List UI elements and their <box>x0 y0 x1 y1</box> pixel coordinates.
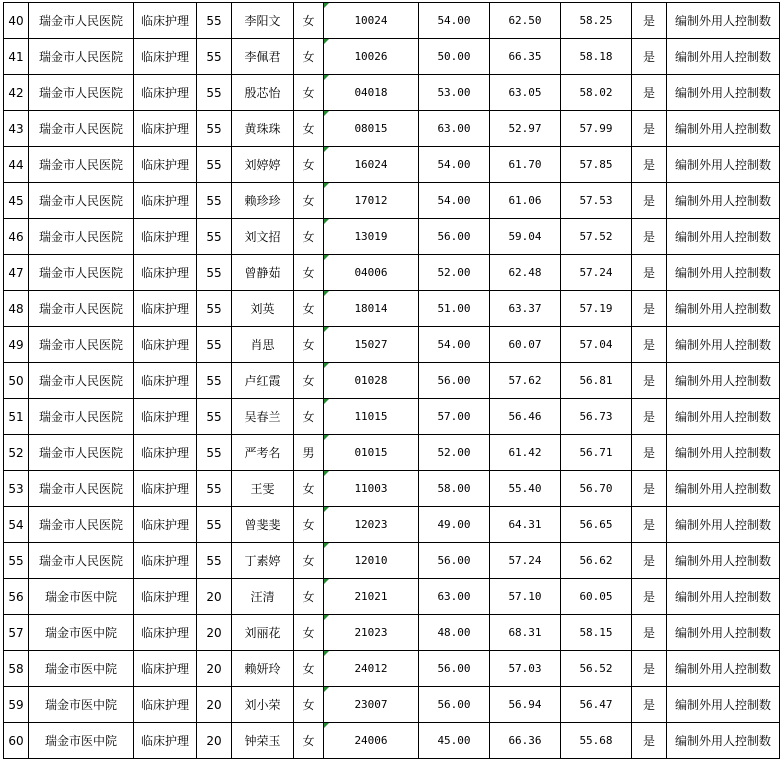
table-row <box>4 723 780 759</box>
written-score-cell: 54.00 <box>419 327 490 363</box>
staffing-type-cell: 编制外用人控制数 <box>667 435 780 471</box>
staffing-type-cell: 编制外用人控制数 <box>667 687 780 723</box>
staffing-type-cell: 编制外用人控制数 <box>667 327 780 363</box>
table-row <box>4 399 780 435</box>
exam-id-cell: 11015 <box>324 399 419 435</box>
position-cell: 临床护理 <box>134 723 197 759</box>
written-score-cell: 57.00 <box>419 399 490 435</box>
position-cell: 临床护理 <box>134 543 197 579</box>
candidate-name-cell: 黄珠珠 <box>232 111 294 147</box>
position-cell: 临床护理 <box>134 471 197 507</box>
row-number-cell: 44 <box>4 147 29 183</box>
gender-cell: 女 <box>294 39 324 75</box>
written-score-cell: 52.00 <box>419 435 490 471</box>
gender-cell: 女 <box>294 75 324 111</box>
written-score-cell: 56.00 <box>419 543 490 579</box>
row-number-cell: 48 <box>4 291 29 327</box>
position-cell: 临床护理 <box>134 363 197 399</box>
table-body <box>4 3 780 759</box>
exam-id-cell: 10024 <box>324 3 419 39</box>
written-score-cell: 49.00 <box>419 507 490 543</box>
qualified-cell: 是 <box>632 363 667 399</box>
total-score-cell: 57.19 <box>561 291 632 327</box>
table-row <box>4 147 780 183</box>
total-score-cell: 56.52 <box>561 651 632 687</box>
qualified-cell: 是 <box>632 75 667 111</box>
candidate-name-cell: 刘英 <box>232 291 294 327</box>
exam-id-cell: 04006 <box>324 255 419 291</box>
staffing-type-cell: 编制外用人控制数 <box>667 543 780 579</box>
table-row <box>4 327 780 363</box>
interview-score-cell: 63.37 <box>490 291 561 327</box>
row-number-cell: 51 <box>4 399 29 435</box>
interview-score-cell: 57.62 <box>490 363 561 399</box>
qualified-cell: 是 <box>632 327 667 363</box>
hospital-cell: 瑞金市人民医院 <box>29 111 134 147</box>
position-code-cell: 55 <box>197 507 232 543</box>
total-score-cell: 57.53 <box>561 183 632 219</box>
position-code-cell: 55 <box>197 39 232 75</box>
qualified-cell: 是 <box>632 507 667 543</box>
hospital-cell: 瑞金市人民医院 <box>29 471 134 507</box>
interview-score-cell: 56.94 <box>490 687 561 723</box>
exam-id-cell: 23007 <box>324 687 419 723</box>
row-number-cell: 53 <box>4 471 29 507</box>
qualified-cell: 是 <box>632 291 667 327</box>
position-cell: 临床护理 <box>134 183 197 219</box>
total-score-cell: 57.24 <box>561 255 632 291</box>
staffing-type-cell: 编制外用人控制数 <box>667 579 780 615</box>
staffing-type-cell: 编制外用人控制数 <box>667 363 780 399</box>
gender-cell: 女 <box>294 327 324 363</box>
interview-score-cell: 63.05 <box>490 75 561 111</box>
position-cell: 临床护理 <box>134 111 197 147</box>
hospital-cell: 瑞金市医中院 <box>29 651 134 687</box>
position-cell: 临床护理 <box>134 255 197 291</box>
staffing-type-cell: 编制外用人控制数 <box>667 651 780 687</box>
table-row <box>4 651 780 687</box>
hospital-cell: 瑞金市人民医院 <box>29 39 134 75</box>
table-row <box>4 507 780 543</box>
gender-cell: 女 <box>294 399 324 435</box>
total-score-cell: 56.81 <box>561 363 632 399</box>
row-number-cell: 50 <box>4 363 29 399</box>
row-number-cell: 57 <box>4 615 29 651</box>
total-score-cell: 57.04 <box>561 327 632 363</box>
total-score-cell: 57.99 <box>561 111 632 147</box>
position-cell: 临床护理 <box>134 615 197 651</box>
position-cell: 临床护理 <box>134 39 197 75</box>
written-score-cell: 56.00 <box>419 363 490 399</box>
written-score-cell: 56.00 <box>419 687 490 723</box>
gender-cell: 女 <box>294 579 324 615</box>
hospital-cell: 瑞金市人民医院 <box>29 219 134 255</box>
position-code-cell: 20 <box>197 579 232 615</box>
total-score-cell: 56.65 <box>561 507 632 543</box>
exam-id-cell: 24006 <box>324 723 419 759</box>
exam-id-cell: 15027 <box>324 327 419 363</box>
total-score-cell: 58.18 <box>561 39 632 75</box>
position-code-cell: 55 <box>197 219 232 255</box>
gender-cell: 女 <box>294 723 324 759</box>
written-score-cell: 56.00 <box>419 651 490 687</box>
qualified-cell: 是 <box>632 543 667 579</box>
table-row <box>4 75 780 111</box>
written-score-cell: 45.00 <box>419 723 490 759</box>
staffing-type-cell: 编制外用人控制数 <box>667 111 780 147</box>
written-score-cell: 56.00 <box>419 219 490 255</box>
gender-cell: 女 <box>294 255 324 291</box>
position-code-cell: 55 <box>197 75 232 111</box>
candidate-name-cell: 曾静茹 <box>232 255 294 291</box>
table-row <box>4 363 780 399</box>
qualified-cell: 是 <box>632 471 667 507</box>
candidate-name-cell: 丁素婷 <box>232 543 294 579</box>
qualified-cell: 是 <box>632 219 667 255</box>
exam-id-cell: 16024 <box>324 147 419 183</box>
exam-id-cell: 24012 <box>324 651 419 687</box>
interview-score-cell: 61.70 <box>490 147 561 183</box>
gender-cell: 女 <box>294 291 324 327</box>
staffing-type-cell: 编制外用人控制数 <box>667 255 780 291</box>
table-row <box>4 291 780 327</box>
hospital-cell: 瑞金市人民医院 <box>29 363 134 399</box>
candidate-name-cell: 李阳文 <box>232 3 294 39</box>
qualified-cell: 是 <box>632 399 667 435</box>
exam-id-cell: 11003 <box>324 471 419 507</box>
staffing-type-cell: 编制外用人控制数 <box>667 39 780 75</box>
interview-score-cell: 61.06 <box>490 183 561 219</box>
row-number-cell: 43 <box>4 111 29 147</box>
gender-cell: 女 <box>294 147 324 183</box>
interview-score-cell: 57.24 <box>490 543 561 579</box>
gender-cell: 女 <box>294 615 324 651</box>
table-row <box>4 183 780 219</box>
hospital-cell: 瑞金市人民医院 <box>29 327 134 363</box>
total-score-cell: 58.02 <box>561 75 632 111</box>
exam-id-cell: 10026 <box>324 39 419 75</box>
written-score-cell: 50.00 <box>419 39 490 75</box>
candidate-name-cell: 刘文招 <box>232 219 294 255</box>
row-number-cell: 42 <box>4 75 29 111</box>
candidate-name-cell: 卢红霞 <box>232 363 294 399</box>
position-cell: 临床护理 <box>134 147 197 183</box>
row-number-cell: 40 <box>4 3 29 39</box>
qualified-cell: 是 <box>632 111 667 147</box>
qualified-cell: 是 <box>632 723 667 759</box>
total-score-cell: 57.85 <box>561 147 632 183</box>
candidate-name-cell: 殷芯怡 <box>232 75 294 111</box>
table-row <box>4 39 780 75</box>
written-score-cell: 54.00 <box>419 147 490 183</box>
row-number-cell: 55 <box>4 543 29 579</box>
hospital-cell: 瑞金市人民医院 <box>29 255 134 291</box>
staffing-type-cell: 编制外用人控制数 <box>667 75 780 111</box>
hospital-cell: 瑞金市人民医院 <box>29 183 134 219</box>
position-code-cell: 55 <box>197 111 232 147</box>
exam-id-cell: 12010 <box>324 543 419 579</box>
gender-cell: 女 <box>294 543 324 579</box>
gender-cell: 男 <box>294 435 324 471</box>
total-score-cell: 60.05 <box>561 579 632 615</box>
staffing-type-cell: 编制外用人控制数 <box>667 723 780 759</box>
table-row <box>4 255 780 291</box>
position-code-cell: 55 <box>197 543 232 579</box>
total-score-cell: 56.73 <box>561 399 632 435</box>
row-number-cell: 54 <box>4 507 29 543</box>
written-score-cell: 58.00 <box>419 471 490 507</box>
position-code-cell: 55 <box>197 435 232 471</box>
position-cell: 临床护理 <box>134 651 197 687</box>
candidate-name-cell: 钟荣玉 <box>232 723 294 759</box>
staffing-type-cell: 编制外用人控制数 <box>667 183 780 219</box>
staffing-type-cell: 编制外用人控制数 <box>667 219 780 255</box>
hospital-cell: 瑞金市人民医院 <box>29 3 134 39</box>
candidate-name-cell: 刘小荣 <box>232 687 294 723</box>
position-cell: 临床护理 <box>134 399 197 435</box>
interview-score-cell: 56.46 <box>490 399 561 435</box>
qualified-cell: 是 <box>632 579 667 615</box>
gender-cell: 女 <box>294 3 324 39</box>
qualified-cell: 是 <box>632 183 667 219</box>
gender-cell: 女 <box>294 651 324 687</box>
candidate-name-cell: 刘丽花 <box>232 615 294 651</box>
position-cell: 临床护理 <box>134 435 197 471</box>
position-code-cell: 20 <box>197 615 232 651</box>
row-number-cell: 49 <box>4 327 29 363</box>
staffing-type-cell: 编制外用人控制数 <box>667 507 780 543</box>
qualified-cell: 是 <box>632 435 667 471</box>
results-table <box>3 2 780 759</box>
total-score-cell: 56.71 <box>561 435 632 471</box>
hospital-cell: 瑞金市人民医院 <box>29 147 134 183</box>
row-number-cell: 58 <box>4 651 29 687</box>
table-row <box>4 3 780 39</box>
qualified-cell: 是 <box>632 147 667 183</box>
written-score-cell: 52.00 <box>419 255 490 291</box>
interview-score-cell: 52.97 <box>490 111 561 147</box>
position-code-cell: 55 <box>197 327 232 363</box>
position-cell: 临床护理 <box>134 219 197 255</box>
table-row <box>4 615 780 651</box>
position-code-cell: 55 <box>197 183 232 219</box>
written-score-cell: 54.00 <box>419 3 490 39</box>
total-score-cell: 56.70 <box>561 471 632 507</box>
interview-score-cell: 60.07 <box>490 327 561 363</box>
hospital-cell: 瑞金市人民医院 <box>29 543 134 579</box>
gender-cell: 女 <box>294 111 324 147</box>
candidate-name-cell: 李佩君 <box>232 39 294 75</box>
exam-id-cell: 21023 <box>324 615 419 651</box>
table-row <box>4 435 780 471</box>
position-code-cell: 55 <box>197 3 232 39</box>
hospital-cell: 瑞金市人民医院 <box>29 399 134 435</box>
hospital-cell: 瑞金市医中院 <box>29 687 134 723</box>
candidate-name-cell: 肖思 <box>232 327 294 363</box>
candidate-name-cell: 赖珍珍 <box>232 183 294 219</box>
gender-cell: 女 <box>294 219 324 255</box>
qualified-cell: 是 <box>632 3 667 39</box>
staffing-type-cell: 编制外用人控制数 <box>667 3 780 39</box>
exam-id-cell: 08015 <box>324 111 419 147</box>
candidate-name-cell: 赖妍玲 <box>232 651 294 687</box>
staffing-type-cell: 编制外用人控制数 <box>667 291 780 327</box>
qualified-cell: 是 <box>632 687 667 723</box>
interview-score-cell: 64.31 <box>490 507 561 543</box>
position-code-cell: 20 <box>197 651 232 687</box>
position-code-cell: 55 <box>197 471 232 507</box>
row-number-cell: 46 <box>4 219 29 255</box>
candidate-name-cell: 王雯 <box>232 471 294 507</box>
qualified-cell: 是 <box>632 39 667 75</box>
row-number-cell: 45 <box>4 183 29 219</box>
gender-cell: 女 <box>294 471 324 507</box>
row-number-cell: 52 <box>4 435 29 471</box>
position-cell: 临床护理 <box>134 579 197 615</box>
position-cell: 临床护理 <box>134 327 197 363</box>
total-score-cell: 56.47 <box>561 687 632 723</box>
table-row <box>4 543 780 579</box>
total-score-cell: 58.15 <box>561 615 632 651</box>
candidate-name-cell: 吴春兰 <box>232 399 294 435</box>
written-score-cell: 54.00 <box>419 183 490 219</box>
interview-score-cell: 66.35 <box>490 39 561 75</box>
table-row <box>4 219 780 255</box>
position-code-cell: 55 <box>197 255 232 291</box>
candidate-name-cell: 严考名 <box>232 435 294 471</box>
row-number-cell: 41 <box>4 39 29 75</box>
hospital-cell: 瑞金市人民医院 <box>29 291 134 327</box>
row-number-cell: 56 <box>4 579 29 615</box>
hospital-cell: 瑞金市医中院 <box>29 615 134 651</box>
interview-score-cell: 68.31 <box>490 615 561 651</box>
interview-score-cell: 59.04 <box>490 219 561 255</box>
position-cell: 临床护理 <box>134 507 197 543</box>
interview-score-cell: 57.03 <box>490 651 561 687</box>
row-number-cell: 59 <box>4 687 29 723</box>
exam-id-cell: 01028 <box>324 363 419 399</box>
interview-score-cell: 62.48 <box>490 255 561 291</box>
table-row <box>4 111 780 147</box>
exam-id-cell: 18014 <box>324 291 419 327</box>
hospital-cell: 瑞金市人民医院 <box>29 435 134 471</box>
candidate-name-cell: 汪清 <box>232 579 294 615</box>
exam-id-cell: 12023 <box>324 507 419 543</box>
interview-score-cell: 62.50 <box>490 3 561 39</box>
interview-score-cell: 66.36 <box>490 723 561 759</box>
position-cell: 临床护理 <box>134 291 197 327</box>
position-code-cell: 55 <box>197 291 232 327</box>
exam-id-cell: 01015 <box>324 435 419 471</box>
hospital-cell: 瑞金市医中院 <box>29 579 134 615</box>
gender-cell: 女 <box>294 183 324 219</box>
written-score-cell: 48.00 <box>419 615 490 651</box>
hospital-cell: 瑞金市人民医院 <box>29 507 134 543</box>
table-row <box>4 687 780 723</box>
gender-cell: 女 <box>294 507 324 543</box>
gender-cell: 女 <box>294 363 324 399</box>
position-code-cell: 20 <box>197 723 232 759</box>
exam-id-cell: 21021 <box>324 579 419 615</box>
position-code-cell: 20 <box>197 687 232 723</box>
position-cell: 临床护理 <box>134 687 197 723</box>
interview-score-cell: 55.40 <box>490 471 561 507</box>
written-score-cell: 63.00 <box>419 579 490 615</box>
interview-score-cell: 61.42 <box>490 435 561 471</box>
hospital-cell: 瑞金市人民医院 <box>29 75 134 111</box>
table-row <box>4 471 780 507</box>
row-number-cell: 60 <box>4 723 29 759</box>
total-score-cell: 56.62 <box>561 543 632 579</box>
exam-id-cell: 04018 <box>324 75 419 111</box>
exam-id-cell: 17012 <box>324 183 419 219</box>
row-number-cell: 47 <box>4 255 29 291</box>
position-cell: 临床护理 <box>134 3 197 39</box>
position-cell: 临床护理 <box>134 75 197 111</box>
written-score-cell: 51.00 <box>419 291 490 327</box>
qualified-cell: 是 <box>632 615 667 651</box>
staffing-type-cell: 编制外用人控制数 <box>667 147 780 183</box>
exam-id-cell: 13019 <box>324 219 419 255</box>
hospital-cell: 瑞金市医中院 <box>29 723 134 759</box>
position-code-cell: 55 <box>197 147 232 183</box>
staffing-type-cell: 编制外用人控制数 <box>667 399 780 435</box>
staffing-type-cell: 编制外用人控制数 <box>667 615 780 651</box>
total-score-cell: 58.25 <box>561 3 632 39</box>
qualified-cell: 是 <box>632 651 667 687</box>
total-score-cell: 55.68 <box>561 723 632 759</box>
candidate-name-cell: 刘婷婷 <box>232 147 294 183</box>
total-score-cell: 57.52 <box>561 219 632 255</box>
written-score-cell: 53.00 <box>419 75 490 111</box>
qualified-cell: 是 <box>632 255 667 291</box>
staffing-type-cell: 编制外用人控制数 <box>667 471 780 507</box>
candidate-name-cell: 曾斐斐 <box>232 507 294 543</box>
interview-score-cell: 57.10 <box>490 579 561 615</box>
written-score-cell: 63.00 <box>419 111 490 147</box>
position-code-cell: 55 <box>197 363 232 399</box>
gender-cell: 女 <box>294 687 324 723</box>
position-code-cell: 55 <box>197 399 232 435</box>
table-row <box>4 579 780 615</box>
